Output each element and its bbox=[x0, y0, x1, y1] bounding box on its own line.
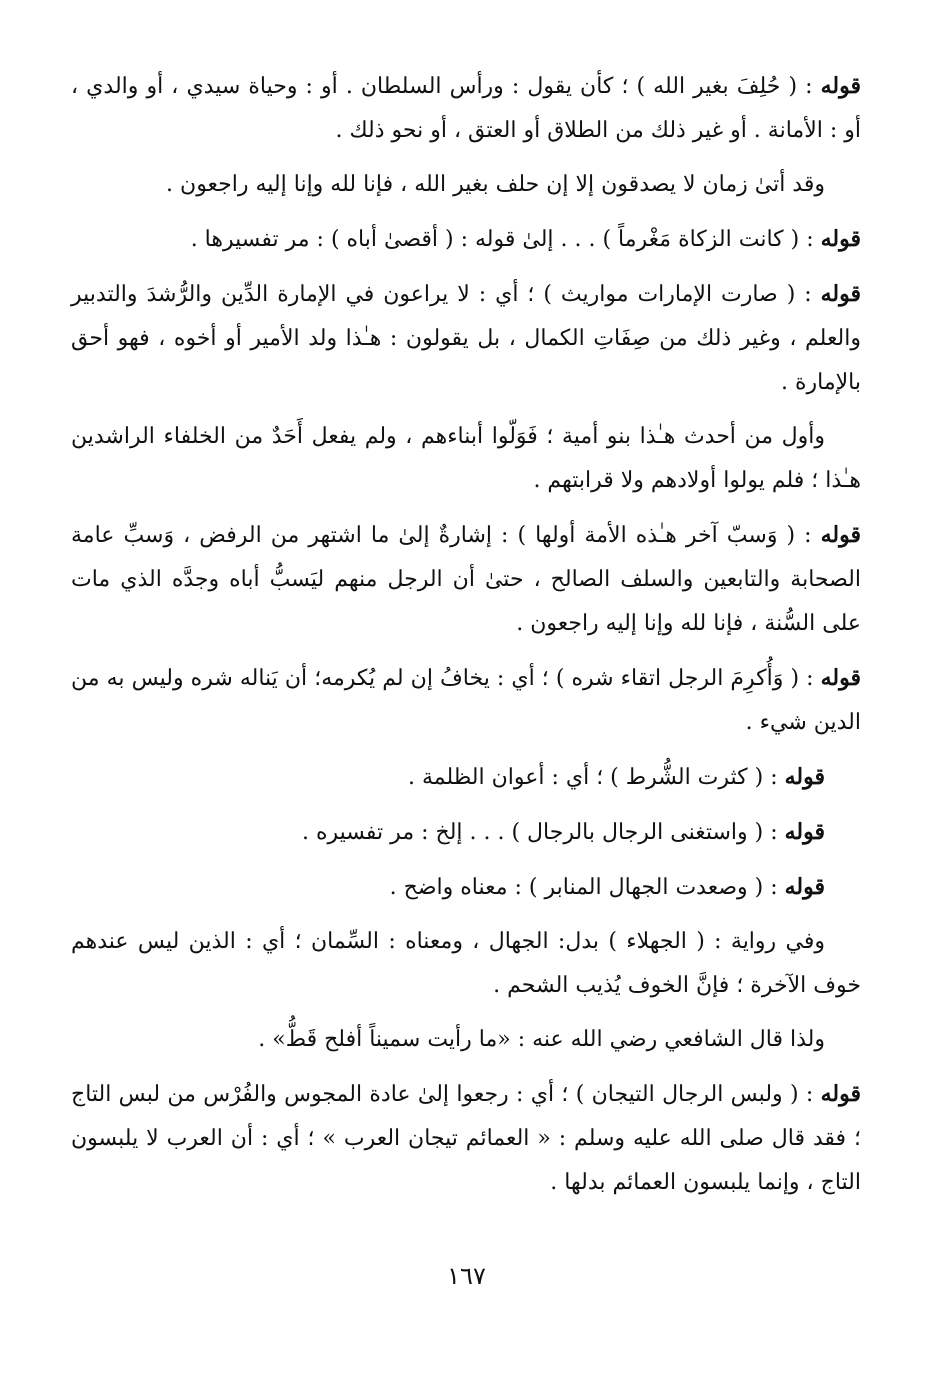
paragraph-text: وفي رواية : ( الجهلاء ) بدل: الجهال ، ومعناه : السِّمان ؛ أي : الذين ليس عندهم خوف الآخرة ؛ فإنَّ الخوف يُذيب الشحم . bbox=[71, 929, 861, 998]
paragraph bbox=[71, 755, 861, 800]
paragraph-lead: قوله bbox=[820, 281, 861, 307]
paragraph-text: : ( وَسبّ آخر هـٰذه الأمة أولها ) : إشارةٌ إلىٰ ما اشتهر من الرفض ، وَسبِّ عامة الصحابة والتابعين والسلف الصالح ، حتىٰ أن الرجل منهم ليَسبُّ أباه وجدَّه الذي مات على السُّنة ، فإنا لله وإنا إليه راجعون . bbox=[71, 523, 861, 636]
paragraph bbox=[71, 865, 861, 910]
paragraph bbox=[71, 163, 861, 207]
paragraph bbox=[71, 810, 861, 855]
paragraph bbox=[71, 217, 861, 262]
paragraph-text: وقد أتىٰ زمان لا يصدقون إلا إن حلف بغير الله ، فإنا لله وإنا إليه راجعون . bbox=[166, 172, 825, 197]
paragraph-lead: قوله bbox=[820, 226, 861, 252]
paragraph-text: : ( كانت الزكاة مَغْرماً ) . . . إلىٰ قوله : ( أقصىٰ أباه ) : مر تفسيرها . bbox=[190, 227, 821, 252]
paragraph-text: : ( واستغنى الرجال بالرجال ) . . . إلخ : مر تفسيره . bbox=[302, 820, 785, 845]
paragraph bbox=[71, 513, 861, 646]
paragraph bbox=[71, 920, 861, 1008]
paragraph bbox=[71, 1018, 861, 1062]
paragraph bbox=[71, 656, 861, 745]
paragraph-lead: قوله bbox=[784, 819, 825, 845]
paragraph-lead: قوله bbox=[820, 1081, 861, 1107]
paragraph-lead: قوله bbox=[784, 764, 825, 790]
paragraph-text: : ( حُلِفَ بغير الله ) ؛ كأن يقول : ورأس السلطان . أو : وحياة سيدي ، أو والدي ، أو : الأمانة . أو غير ذلك من الطلاق أو العتق ، أو نحو ذلك . bbox=[71, 74, 861, 143]
paragraph-text: وأول من أحدث هـٰذا بنو أمية ؛ فَوَلّوا أبناءهم ، ولم يفعل أَحَدٌ من الخلفاء الراشدين هـٰذا ؛ فلم يولوا أولادهم ولا قرابتهم . bbox=[71, 424, 861, 493]
paragraph-text: : ( كثرت الشُّرط ) ؛ أي : أعوان الظلمة . bbox=[407, 765, 785, 790]
paragraph-text: ولذا قال الشافعي رضي الله عنه : «ما رأيت سميناً أفلح قَطُّ» . bbox=[258, 1027, 825, 1052]
paragraph-lead: قوله bbox=[820, 73, 861, 99]
paragraph-text: : ( وَأُكرِمَ الرجل اتقاء شره ) ؛ أي : يخافُ إن لم يُكرمه؛ أن يَناله شره وليس به من الدين شيء . bbox=[71, 666, 861, 735]
paragraph-text: : ( ولبس الرجال التيجان ) ؛ أي : رجعوا إلىٰ عادة المجوس والفُرْس من لبس التاج ؛ فقد قال صلى الله عليه وسلم : « العمائم تيجان العرب » ؛ أي : أن العرب لا يلبسون التاج ، وإنما يلبسون العمائم بدلها . bbox=[71, 1082, 861, 1195]
paragraph-text: : ( وصعدت الجهال المنابر ) : معناه واضح . bbox=[389, 875, 785, 900]
paragraph bbox=[71, 64, 861, 153]
paragraph bbox=[71, 272, 861, 405]
page-body bbox=[71, 64, 861, 1215]
paragraph bbox=[71, 415, 861, 503]
paragraph-lead: قوله bbox=[820, 522, 861, 548]
paragraph-lead: قوله bbox=[784, 874, 825, 900]
paragraph bbox=[71, 1072, 861, 1205]
paragraph-text: : ( صارت الإمارات مواريث ) ؛ أي : لا يراعون في الإمارة الدِّين والرُّشدَ والتدبير والعلم ، وغير ذلك من صِفَاتِ الكمال ، بل يقولون : هـٰذا ولد الأمير أو أخوه ، فهو أحق بالإمارة . bbox=[71, 282, 861, 395]
page-number: ١٦٧ bbox=[447, 1262, 486, 1290]
paragraph-lead: قوله bbox=[820, 665, 861, 691]
